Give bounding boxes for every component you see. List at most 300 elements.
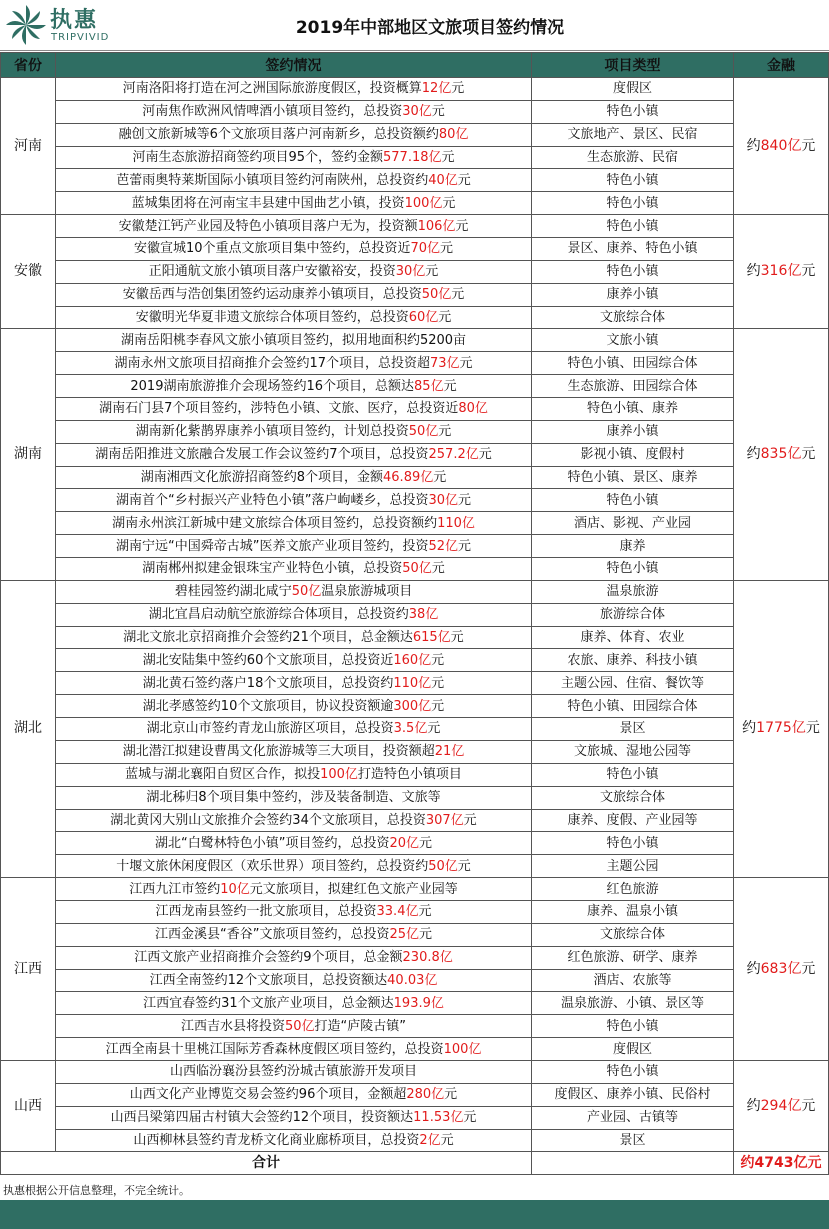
signing-cell xyxy=(56,398,532,421)
signing-text: 十堰文旅休闲度假区（欢乐世界）项目签约，总投资约 xyxy=(116,858,429,874)
table-row xyxy=(1,1106,829,1129)
table-row xyxy=(1,420,829,443)
type-cell: 旅游综合体 xyxy=(532,603,734,626)
table-row xyxy=(1,626,829,649)
header-signing: 签约情况 xyxy=(56,53,532,78)
table-row xyxy=(1,878,829,901)
type-cell: 文旅城、湿地公园等 xyxy=(532,740,734,763)
signing-cell xyxy=(56,443,532,466)
type-cell: 景区 xyxy=(532,718,734,741)
type-cell: 特色小镇、景区、康养 xyxy=(532,466,734,489)
table-row xyxy=(1,238,829,261)
header xyxy=(0,0,829,51)
signing-cell xyxy=(56,718,532,741)
signing-text: 湖北京山市签约青龙山旅游区项目，总投资 xyxy=(146,721,394,737)
signing-cell xyxy=(56,740,532,763)
signing-text: 元 xyxy=(431,104,445,120)
finance-text: 约 xyxy=(746,446,761,463)
signing-text: 碧桂园签约湖北咸宁 xyxy=(174,584,292,600)
signing-cell xyxy=(56,809,532,832)
signing-text: 湖北孝感签约10个文旅项目，协议投资额逾 xyxy=(142,698,394,714)
signing-cell xyxy=(56,558,532,581)
amount-text: 52亿 xyxy=(428,538,458,554)
table-row xyxy=(1,329,829,352)
signing-cell xyxy=(56,786,532,809)
table-row xyxy=(1,969,829,992)
signing-text: 元 xyxy=(433,470,447,486)
signing-text: 湖北安陆集中签约60个文旅项目，总投资近 xyxy=(142,652,394,668)
amount-text: 11.53亿 xyxy=(413,1110,464,1126)
amount-text: 40亿 xyxy=(428,172,458,188)
signing-text: 元 xyxy=(418,904,432,920)
signing-text: 元 xyxy=(440,241,454,257)
signing-cell xyxy=(56,1129,532,1152)
signing-text: 蓝城与湖北襄阳自贸区合作，拟投 xyxy=(125,767,321,783)
finance-amount: 840亿 xyxy=(760,137,802,154)
signing-cell xyxy=(56,329,532,352)
signing-cell xyxy=(56,763,532,786)
table-row xyxy=(1,900,829,923)
logo-subtitle: TRIPVIVID xyxy=(51,32,110,43)
logo xyxy=(4,3,124,47)
table-row xyxy=(1,512,829,535)
signing-text: 元文旅项目，拟建红色文旅产业园等 xyxy=(249,881,458,897)
signing-text: 元 xyxy=(438,310,452,326)
signing-cell xyxy=(56,375,532,398)
signing-cell xyxy=(56,1083,532,1106)
amount-text: 80亿 xyxy=(438,127,469,143)
finance-cell xyxy=(734,878,829,1061)
type-cell: 特色小镇 xyxy=(532,192,734,215)
type-cell: 度假区、康养小镇、民俗村 xyxy=(532,1083,734,1106)
finance-text: 元 xyxy=(801,960,816,977)
signing-cell xyxy=(56,283,532,306)
type-cell: 红色旅游、研学、康养 xyxy=(532,946,734,969)
type-cell: 康养小镇 xyxy=(532,420,734,443)
signing-text: 打造“庐陵古镇” xyxy=(314,1018,407,1034)
signing-text: 江西吉水县将投资 xyxy=(180,1018,285,1034)
type-cell: 生态旅游、民宿 xyxy=(532,146,734,169)
signing-text: 安徽楚江钙产业园及特色小镇项目落户无为，投资额 xyxy=(118,218,418,234)
amount-text: 10亿 xyxy=(220,881,250,897)
finance-text: 约 xyxy=(742,720,757,737)
table-row xyxy=(1,1038,829,1061)
type-cell: 康养小镇 xyxy=(532,283,734,306)
signing-text: 湖北黄石签约落户18个文旅项目，总投资约 xyxy=(142,675,394,691)
signing-cell xyxy=(56,535,532,558)
signing-text: 元 xyxy=(444,1087,458,1103)
province-cell: 湖南 xyxy=(1,329,56,580)
type-cell: 景区 xyxy=(532,1129,734,1152)
amount-text: 577.18亿 xyxy=(383,150,442,165)
finance-amount: 316亿 xyxy=(760,263,802,280)
signing-text: 元 xyxy=(431,675,445,691)
signing-text: 湖南郴州拟建金银珠宝产业特色小镇，总投资 xyxy=(142,561,403,577)
signing-text: 山西柳林县签约青龙桥文化商业廊桥项目，总投资 xyxy=(133,1132,420,1148)
table-row xyxy=(1,535,829,558)
amount-text: 50亿 xyxy=(408,424,439,440)
table-row xyxy=(1,443,829,466)
signing-text: 元 xyxy=(431,698,445,714)
finance-text: 元 xyxy=(801,1097,816,1114)
amount-text: 3.5亿 xyxy=(393,721,428,737)
table-row xyxy=(1,672,829,695)
signing-cell xyxy=(56,169,532,192)
amount-text: 30亿 xyxy=(395,264,426,280)
signing-text: 元 xyxy=(459,355,473,371)
signing-cell xyxy=(56,123,532,146)
signing-text: 元 xyxy=(441,150,455,165)
table-row xyxy=(1,763,829,786)
table-row xyxy=(1,740,829,763)
table-row xyxy=(1,215,829,238)
signing-text: 元 xyxy=(440,1132,454,1148)
signing-text: 元 xyxy=(458,492,472,508)
signing-text: 元 xyxy=(442,195,456,211)
signing-text: 元 xyxy=(438,424,452,440)
type-cell: 康养、度假、产业园等 xyxy=(532,809,734,832)
signing-text: 湖北文旅北京招商推介会签约21个项目，总金额达 xyxy=(123,630,413,646)
signing-cell xyxy=(56,512,532,535)
table-row xyxy=(1,832,829,855)
type-cell: 主题公园 xyxy=(532,855,734,878)
signing-text: 元 xyxy=(478,447,492,463)
table-row xyxy=(1,260,829,283)
type-cell: 特色小镇、康养 xyxy=(532,398,734,421)
type-cell: 康养、体育、农业 xyxy=(532,626,734,649)
amount-text: 30亿 xyxy=(428,492,458,508)
amount-text: 12亿 xyxy=(421,81,452,97)
signing-text: 河南洛阳将打造在河之洲国际旅游度假区，投资概算 xyxy=(122,81,422,97)
amount-text: 100亿 xyxy=(404,195,443,211)
page-title: 2019年中部地区文旅项目签约情况 xyxy=(295,18,565,38)
table-row xyxy=(1,855,829,878)
table-row xyxy=(1,100,829,123)
signing-cell xyxy=(56,695,532,718)
finance-amount: 835亿 xyxy=(760,446,802,463)
table-row xyxy=(1,283,829,306)
logo-name: 执惠 xyxy=(50,8,99,33)
finance-text: 约 xyxy=(746,960,761,977)
signing-text: 河南生态旅游招商签约项目95个，签约金额 xyxy=(132,150,384,165)
signing-text: 元 xyxy=(455,218,469,234)
signing-cell xyxy=(56,192,532,215)
signing-text: 元 xyxy=(450,630,464,646)
signing-text: 安徽明光华夏非遗文旅综合体项目签约，总投资 xyxy=(135,310,409,326)
amount-text: 30亿 xyxy=(402,104,432,120)
signing-cell xyxy=(56,1060,532,1083)
amount-text: 257.2亿 xyxy=(428,447,479,463)
signing-text: 元 xyxy=(463,812,477,828)
signing-text: 山西临汾襄汾县签约汾城古镇旅游开发项目 xyxy=(169,1064,417,1080)
signing-cell xyxy=(56,580,532,603)
signing-text: 江西文旅产业招商推介会签约9个项目，总金额 xyxy=(134,950,403,966)
amount-text: 70亿 xyxy=(410,241,441,257)
signing-text: 湖北潜江拟建设曹禺文化旅游城等三大项目，投资额超 xyxy=(122,744,435,760)
signing-text: 元 xyxy=(419,927,433,943)
type-cell: 特色小镇 xyxy=(532,763,734,786)
table-row xyxy=(1,489,829,512)
table-row xyxy=(1,809,829,832)
finance-text: 约 xyxy=(746,137,761,154)
table-row xyxy=(1,992,829,1015)
signing-cell xyxy=(56,1038,532,1061)
amount-text: 46.89亿 xyxy=(383,470,434,486)
signing-text: 江西全南签约12个文旅项目，总投资额达 xyxy=(149,972,388,988)
type-cell: 特色小镇 xyxy=(532,832,734,855)
type-cell: 度假区 xyxy=(532,78,734,101)
signing-cell xyxy=(56,352,532,375)
signing-text: 山西文化产业博览交易会签约96个项目，金额超 xyxy=(129,1087,407,1103)
type-cell: 红色旅游 xyxy=(532,878,734,901)
type-cell: 特色小镇、田园综合体 xyxy=(532,695,734,718)
amount-text: 21亿 xyxy=(434,744,465,760)
type-cell: 特色小镇 xyxy=(532,215,734,238)
signing-cell xyxy=(56,603,532,626)
finance-text: 元 xyxy=(805,720,820,737)
total-label: 合计 xyxy=(1,1152,532,1175)
finance-cell xyxy=(734,1060,829,1151)
table-row xyxy=(1,603,829,626)
finance-text: 元 xyxy=(801,137,816,154)
signing-text: 元 xyxy=(451,81,465,97)
signing-text: 元 xyxy=(431,561,445,577)
amount-text: 38亿 xyxy=(408,607,439,623)
table-row xyxy=(1,946,829,969)
type-cell: 生态旅游、田园综合体 xyxy=(532,375,734,398)
amount-text: 33.4亿 xyxy=(376,904,419,920)
header-finance: 金融 xyxy=(734,53,829,78)
signing-cell xyxy=(56,215,532,238)
amount-text: 110亿 xyxy=(393,675,432,691)
signing-text: 芭蕾雨奥特莱斯国际小镇项目签约河南陕州，总投资约 xyxy=(116,172,429,188)
type-cell: 特色小镇 xyxy=(532,1015,734,1038)
amount-text: 80亿 xyxy=(458,401,488,417)
amount-text: 50亿 xyxy=(291,584,322,600)
signing-text: 元 xyxy=(458,538,472,554)
type-cell: 文旅综合体 xyxy=(532,786,734,809)
signing-cell xyxy=(56,969,532,992)
header-row xyxy=(1,53,829,78)
signing-text: 湖南永州文旅项目招商推介会签约17个项目，总投资超 xyxy=(114,355,430,371)
amount-text: 50亿 xyxy=(402,561,432,577)
signing-cell xyxy=(56,146,532,169)
table-row xyxy=(1,466,829,489)
type-cell: 文旅小镇 xyxy=(532,329,734,352)
signing-cell xyxy=(56,832,532,855)
amount-text: 280亿 xyxy=(406,1087,445,1103)
finance-cell xyxy=(734,78,829,215)
table-row xyxy=(1,1083,829,1106)
table-row xyxy=(1,1060,829,1083)
signing-text: 湖南岳阳推进文旅融合发展工作会议签约7个项目，总投资 xyxy=(95,447,429,463)
table-row xyxy=(1,695,829,718)
signing-text: 湖北宜昌启动航空旅游综合体项目，总投资约 xyxy=(148,607,409,623)
signing-cell xyxy=(56,100,532,123)
type-cell: 文旅地产、景区、民宿 xyxy=(532,123,734,146)
signing-text: 湖南岳阳桃李春风文旅小镇项目签约，拟用地面积约5200亩 xyxy=(120,332,467,348)
signing-text: 元 xyxy=(419,835,433,851)
signing-text: 元 xyxy=(457,858,471,874)
type-cell: 温泉旅游、小镇、景区等 xyxy=(532,992,734,1015)
signing-text: 温泉旅游城项目 xyxy=(321,584,413,600)
amount-text: 300亿 xyxy=(393,698,432,714)
amount-text: 50亿 xyxy=(428,858,458,874)
signing-text: 湖南宁远“中国舜帝古城”医养文旅产业项目签约，投资 xyxy=(115,538,429,554)
table-row xyxy=(1,558,829,581)
type-cell: 产业园、古镇等 xyxy=(532,1106,734,1129)
table-row xyxy=(1,398,829,421)
type-cell: 农旅、康养、科技小镇 xyxy=(532,649,734,672)
amount-text: 230.8亿 xyxy=(402,950,453,966)
amount-text: 2亿 xyxy=(419,1132,441,1148)
type-cell: 特色小镇 xyxy=(532,1060,734,1083)
finance-cell xyxy=(734,580,829,877)
amount-text: 615亿 xyxy=(412,630,451,646)
signing-text: 江西九江市签约 xyxy=(129,881,221,897)
amount-text: 110亿 xyxy=(437,515,475,531)
signing-cell xyxy=(56,649,532,672)
leaf-logo-icon xyxy=(4,3,48,47)
signing-text: 湖北“白鹭林特色小镇”项目签约，总投资 xyxy=(154,835,390,851)
signing-text: 江西金溪县“香谷”文旅项目签约，总投资 xyxy=(154,927,390,943)
province-cell: 湖北 xyxy=(1,580,56,877)
table-row xyxy=(1,146,829,169)
signing-cell xyxy=(56,306,532,329)
amount-text: 40.03亿 xyxy=(387,972,438,988)
signing-cell xyxy=(56,466,532,489)
table-row xyxy=(1,192,829,215)
province-cell: 河南 xyxy=(1,78,56,215)
amount-text: 20亿 xyxy=(389,835,419,851)
type-cell: 主题公园、住宿、餐饮等 xyxy=(532,672,734,695)
type-cell: 特色小镇 xyxy=(532,260,734,283)
signing-cell xyxy=(56,78,532,101)
table-row xyxy=(1,169,829,192)
signing-text: 江西全南县十里桃江国际芳香森林度假区项目签约，总投资 xyxy=(105,1041,444,1057)
table-body xyxy=(1,78,829,1175)
header-province: 省份 xyxy=(1,53,56,78)
signing-text: 蓝城集团将在河南宝丰县建中国曲艺小镇，投资 xyxy=(131,195,405,211)
signing-cell xyxy=(56,238,532,261)
signing-text: 湖南湘西文化旅游招商签约8个项目，金额 xyxy=(140,470,384,486)
finance-amount: 294亿 xyxy=(760,1097,802,1114)
amount-text: 25亿 xyxy=(389,927,419,943)
signing-text: 湖北黄冈大别山文旅推介会签约34个文旅项目，总投资 xyxy=(110,812,426,828)
total-empty-cell xyxy=(532,1152,734,1175)
type-cell: 康养、温泉小镇 xyxy=(532,900,734,923)
type-cell: 文旅综合体 xyxy=(532,923,734,946)
amount-text: 50亿 xyxy=(421,287,452,303)
table-row xyxy=(1,718,829,741)
signing-cell xyxy=(56,626,532,649)
type-cell: 特色小镇 xyxy=(532,169,734,192)
signing-text: 元 xyxy=(431,652,445,668)
table-row xyxy=(1,786,829,809)
amount-text: 307亿 xyxy=(425,812,464,828)
signing-text: 江西宜春签约31个文旅产业项目，总金额达 xyxy=(143,995,394,1011)
table-row xyxy=(1,1015,829,1038)
type-cell: 酒店、农旅等 xyxy=(532,969,734,992)
table-row xyxy=(1,375,829,398)
signing-text: 打造特色小镇项目 xyxy=(357,767,462,783)
signing-text: 湖南新化紫鹊界康养小镇项目签约，计划总投资 xyxy=(135,424,409,440)
signing-cell xyxy=(56,946,532,969)
type-cell: 康养 xyxy=(532,535,734,558)
type-cell: 酒店、影视、产业园 xyxy=(532,512,734,535)
type-cell: 文旅综合体 xyxy=(532,306,734,329)
signing-text: 山西吕梁第四届古村镇大会签约12个项目，投资额达 xyxy=(110,1110,414,1126)
type-cell: 特色小镇 xyxy=(532,489,734,512)
signing-text: 元 xyxy=(427,721,441,737)
type-cell: 特色小镇 xyxy=(532,100,734,123)
signing-text: 湖南永州滨江新城中建文旅综合体项目签约，总投资额约 xyxy=(112,515,438,531)
table-row xyxy=(1,123,829,146)
signing-cell xyxy=(56,1106,532,1129)
finance-cell xyxy=(734,329,829,580)
table-row xyxy=(1,580,829,603)
amount-text: 60亿 xyxy=(408,310,439,326)
type-cell: 特色小镇、田园综合体 xyxy=(532,352,734,375)
signing-text: 元 xyxy=(457,172,471,188)
table-row xyxy=(1,78,829,101)
signing-text: 元 xyxy=(443,378,457,394)
finance-text: 约 xyxy=(746,263,761,280)
signing-text: 元 xyxy=(463,1110,477,1126)
table-row xyxy=(1,1129,829,1152)
province-cell: 江西 xyxy=(1,878,56,1061)
amount-text: 100亿 xyxy=(320,767,358,783)
amount-text: 106亿 xyxy=(417,218,456,234)
signing-text: 元 xyxy=(451,287,465,303)
total-row xyxy=(1,1152,829,1175)
amount-text: 85亿 xyxy=(414,378,444,394)
province-cell: 山西 xyxy=(1,1060,56,1151)
table-row xyxy=(1,923,829,946)
signing-cell xyxy=(56,420,532,443)
signing-text: 湖南首个“乡村振兴产业特色小镇”落户岣嵝乡，总投资 xyxy=(115,492,429,508)
signing-cell xyxy=(56,923,532,946)
signing-table xyxy=(0,52,829,1175)
footer-bar xyxy=(0,1200,829,1229)
table-row xyxy=(1,649,829,672)
finance-text: 约 xyxy=(746,1097,761,1114)
signing-cell xyxy=(56,260,532,283)
type-cell: 影视小镇、度假村 xyxy=(532,443,734,466)
signing-cell xyxy=(56,900,532,923)
signing-text: 安徽宣城10个重点文旅项目集中签约，总投资近 xyxy=(133,241,411,257)
type-cell: 温泉旅游 xyxy=(532,580,734,603)
signing-cell xyxy=(56,855,532,878)
finance-amount: 683亿 xyxy=(760,960,802,977)
signing-text: 正阳通航文旅小镇项目落户安徽裕安，投资 xyxy=(148,264,396,280)
signing-text: 安徽岳西与浩创集团签约运动康养小镇项目，总投资 xyxy=(122,287,422,303)
finance-text: 元 xyxy=(801,446,816,463)
signing-text: 2019湖南旅游推介会现场签约16个项目，总额达 xyxy=(130,378,415,394)
table-row xyxy=(1,306,829,329)
signing-text: 河南焦作欧洲风情啤酒小镇项目签约，总投资 xyxy=(142,104,403,120)
finance-text: 元 xyxy=(801,263,816,280)
type-cell: 景区、康养、特色小镇 xyxy=(532,238,734,261)
amount-text: 193.9亿 xyxy=(393,995,444,1011)
signing-cell xyxy=(56,992,532,1015)
footnote: 执惠根据公开信息整理，不完全统计。 xyxy=(3,1184,190,1197)
signing-text: 湖南石门县7个项目签约，涉特色小镇、文旅、医疗，总投资近 xyxy=(99,401,459,417)
signing-cell xyxy=(56,1015,532,1038)
amount-text: 73亿 xyxy=(429,355,460,371)
signing-cell xyxy=(56,672,532,695)
signing-cell xyxy=(56,878,532,901)
